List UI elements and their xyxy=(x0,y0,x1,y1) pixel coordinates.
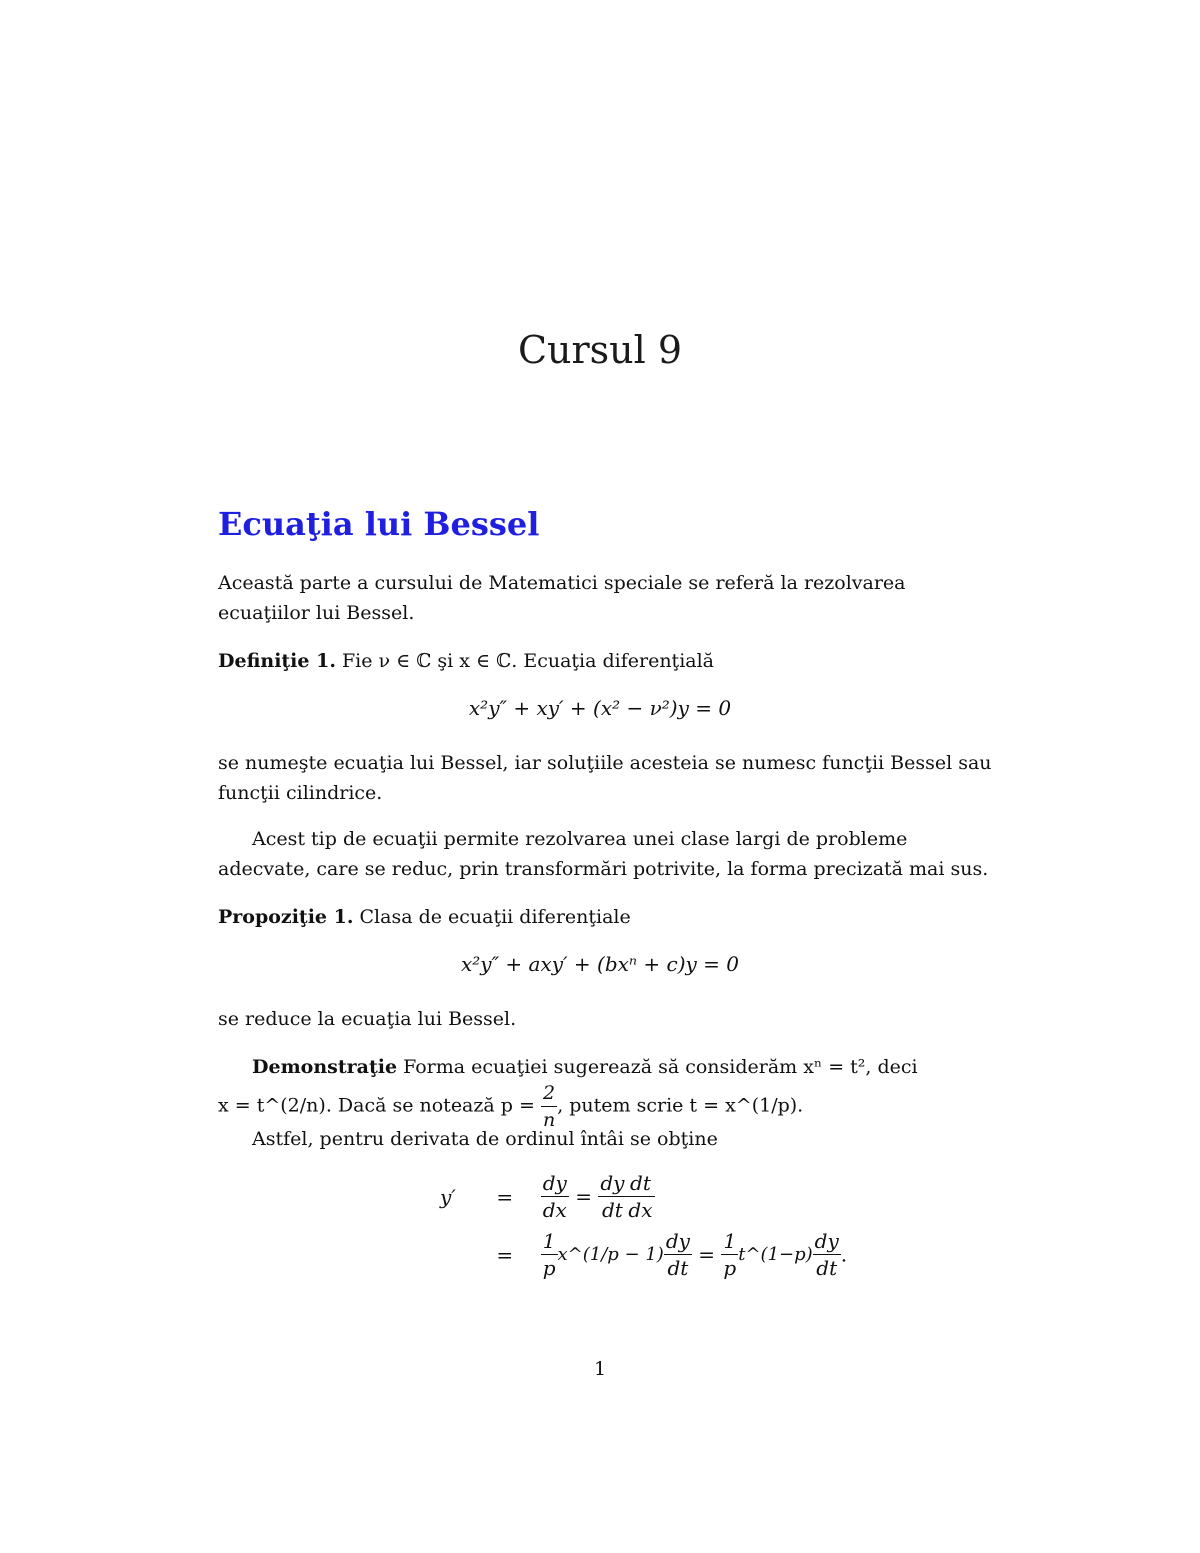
derivation-row-1: y′ = $\frac{dy}{dx}$ = $\frac{dy}{dt}$ $\frac{dt}{dx}$ xyxy=(440,1171,653,1222)
definition-paragraph xyxy=(218,646,1003,676)
page-title: Cursul 9 xyxy=(517,328,683,372)
proof-line-1 xyxy=(218,1052,1003,1082)
definition-text: Fie ν ∈ ℂ şi x ∈ ℂ. Ecuaţia diferenţială xyxy=(342,650,715,672)
page-number: 1 xyxy=(593,1358,607,1380)
fraction-den: n xyxy=(542,1109,556,1131)
proof-label: Demonstraţie xyxy=(252,1056,398,1078)
frac-dy-dx: $\frac{dy}{dx}$ xyxy=(542,1171,567,1222)
proof-line-2-a: x = t^(2/n). Dacă se notează p = xyxy=(218,1094,535,1117)
proof-line-1-text: Forma ecuaţiei sugerează să considerăm xⁿ = t², deci xyxy=(403,1056,918,1078)
bessel-equation: x²y″ + xy′ + (x² − ν²)y = 0 xyxy=(468,696,732,720)
proposition-text: Clasa de ecuaţii diferenţiale xyxy=(359,906,631,928)
fraction-num: 2 xyxy=(541,1080,557,1107)
derivation-eq-2: = xyxy=(496,1242,514,1267)
frac-dy-dt-3: $\frac{dy}{dt}$ xyxy=(814,1229,839,1280)
proposition-after: se reduce la ecuaţia lui Bessel. xyxy=(218,1008,517,1030)
proof-line-3: Astfel, pentru derivata de ordinul întâi se obţine xyxy=(252,1128,718,1150)
section-heading: Ecuaţia lui Bessel xyxy=(218,505,540,543)
definition-after: se numeşte ecuaţia lui Bessel, iar soluţiile acesteia se numesc funcţii Bessel sau funcţii cilindrice. xyxy=(218,752,992,804)
power-t: t^(1−p) xyxy=(738,1244,813,1265)
derivation-lhs: y′ xyxy=(440,1184,456,1209)
intro-paragraph: Această parte a cursului de Matematici speciale se referă la rezolvarea ecuaţiilor lui Bessel. xyxy=(218,572,906,624)
derivation-eq-1: = xyxy=(496,1184,514,1209)
power-x: x^(1/p − 1) xyxy=(557,1244,664,1265)
derivation-row-2: = $\frac{1}{p}$ x^(1/p − 1) $\frac{dy}{dt}$ = $\frac{1}{p}$ t^(1−p) $\frac{dy}{dt}$ . xyxy=(496,1229,848,1280)
frac-1-p: $\frac{1}{p}$ xyxy=(542,1229,556,1280)
paragraph-two: Acest tip de ecuaţii permite rezolvarea unei clase largi de probleme adecvate, care se reduc, prin transformări potrivite, la forma precizată mai sus. xyxy=(218,828,989,880)
proposition-label: Propoziţie 1. xyxy=(218,906,354,928)
proposition-paragraph xyxy=(218,902,1003,932)
definition-label: Definiţie 1. xyxy=(218,650,336,672)
proof-line-2-b: , putem scrie t = x^(1/p). xyxy=(557,1094,804,1117)
proposition-equation: x²y″ + axy′ + (bxⁿ + c)y = 0 xyxy=(460,952,740,976)
frac-dy-dt-2: $\frac{dy}{dt}$ xyxy=(665,1229,690,1280)
frac-dt-dx: $\frac{dt}{dx}$ xyxy=(628,1171,653,1222)
frac-1-p-2: $\frac{1}{p}$ xyxy=(723,1229,737,1280)
frac-dy-dt: $\frac{dy}{dt}$ xyxy=(600,1171,625,1222)
